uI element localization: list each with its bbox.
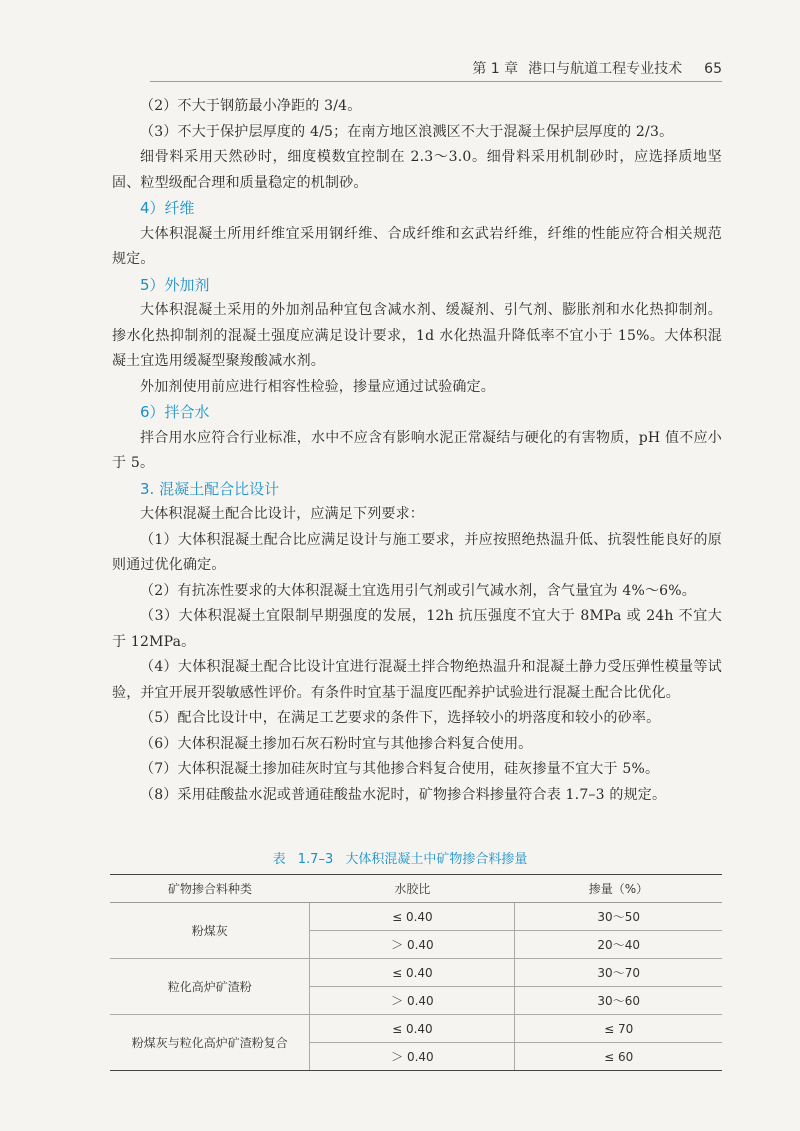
dosage-cell: 30～70	[515, 959, 722, 987]
water-binder-ratio-cell: ≤ 0.40	[310, 903, 515, 931]
dosage-cell: 30～50	[515, 903, 722, 931]
mineral-admixture-table	[110, 874, 722, 1071]
water-binder-ratio-cell: ≤ 0.40	[310, 1015, 515, 1043]
paragraph: （7）大体积混凝土掺加硅灰时宜与其他掺合料复合使用，硅灰掺量不宜大于 5%。	[140, 761, 660, 777]
water-binder-ratio-cell: ≤ 0.40	[310, 959, 515, 987]
table-caption: 表 1.7–3 大体积混凝土中矿物掺合料掺量	[272, 852, 528, 867]
paragraph: （2）有抗冻性要求的大体积混凝土宜选用引气剂或引气减水剂，含气量宜为 4%～6%。	[140, 582, 696, 599]
page-number: 65	[704, 61, 722, 77]
header-rule	[150, 81, 722, 82]
paragraph: （6）大体积混凝土掺加石灰石粉时宜与其他掺合料复合使用。	[140, 735, 533, 752]
table-header-row	[110, 875, 722, 903]
paragraph: 外加剂使用前应进行相容性检验，掺量应通过试验确定。	[140, 378, 495, 395]
paragraph: 大体积混凝土采用的外加剂品种宜包含减水剂、缓凝剂、引气剂、膨胀剂和水化热抑制剂。掺水化热抑制剂的混凝土强度应满足设计要求，1d 水化热温升降低率不宜小于 15%。大体积混凝土宜选用缓凝型聚羧酸减水剂。	[112, 302, 722, 369]
page-header	[0, 0, 800, 90]
dosage-cell: ≤ 70	[515, 1015, 722, 1043]
table-row	[110, 959, 722, 987]
admixture-type-cell: 粒化高炉矿渣粉	[110, 959, 310, 1015]
header-admixture-type: 矿物掺合料种类	[110, 875, 310, 903]
body-text	[112, 94, 722, 808]
table-row	[110, 1015, 722, 1043]
paragraph: （5）配合比设计中，在满足工艺要求的条件下，选择较小的坍落度和较小的砂率。	[140, 710, 661, 726]
section-heading: 5）外加剂	[140, 275, 210, 294]
chapter-label: 第 1 章	[472, 61, 519, 77]
section-heading: 6）拌合水	[140, 403, 210, 421]
chapter-title: 港口与航道工程专业技术	[528, 61, 683, 77]
dosage-cell: 30～60	[515, 987, 722, 1015]
dosage-cell: 20～40	[515, 931, 722, 959]
paragraph: 大体积混凝土所用纤维宜采用钢纤维、合成纤维和玄武岩纤维，纤维的性能应符合相关规范规定。	[112, 225, 722, 267]
running-head	[472, 58, 722, 78]
paragraph: 大体积混凝土配合比设计，应满足下列要求：	[140, 506, 424, 522]
admixture-type-cell: 粉煤灰与粒化高炉矿渣粉复合	[110, 1015, 310, 1071]
dosage-cell: ≤ 60	[515, 1043, 722, 1071]
water-binder-ratio-cell: ＞ 0.40	[310, 931, 515, 959]
admixture-type-cell: 粉煤灰	[110, 903, 310, 959]
paragraph: （4）大体积混凝土配合比设计宜进行混凝土拌合物绝热温升和混凝土静力受压弹性模量等试验，并宜开展开裂敏感性评价。有条件时宜基于温度匹配养护试验进行混凝土配合比优化。	[112, 659, 722, 701]
paragraph: （3）大体积混凝土宜限制早期强度的发展，12h 抗压强度不宜大于 8MPa 或 24h 不宜大于 12MPa。	[112, 608, 722, 650]
section-heading: 3. 混凝土配合比设计	[140, 479, 280, 498]
header-water-binder-ratio: 水胶比	[310, 875, 515, 903]
paragraph: （1）大体积混凝土配合比应满足设计与施工要求，并应按照绝热温升低、抗裂性能良好的原则通过优化确定。	[112, 531, 722, 573]
paragraph: 拌合用水应符合行业标准，水中不应含有影响水泥正常凝结与硬化的有害物质，pH 值不应小于 5。	[112, 429, 722, 471]
table-row	[110, 903, 722, 931]
header-dosage: 掺量（%）	[515, 875, 722, 903]
water-binder-ratio-cell: ＞ 0.40	[310, 1043, 515, 1071]
paragraph: 细骨料采用天然砂时，细度模数宜控制在 2.3～3.0。细骨料采用机制砂时，应选择质地坚固、粒型级配合理和质量稳定的机制砂。	[112, 149, 722, 191]
water-binder-ratio-cell: ＞ 0.40	[310, 987, 515, 1015]
paragraph: （2）不大于钢筋最小净距的 3/4。	[140, 98, 362, 114]
paragraph: （8）采用硅酸盐水泥或普通硅酸盐水泥时，矿物掺合料掺量符合表 1.7–3 的规定。	[140, 786, 667, 803]
section-heading: 4）纤维	[140, 199, 195, 217]
paragraph: （3）不大于保护层厚度的 4/5；在南方地区浪溅区不大于混凝土保护层厚度的 2/3。	[140, 123, 674, 140]
